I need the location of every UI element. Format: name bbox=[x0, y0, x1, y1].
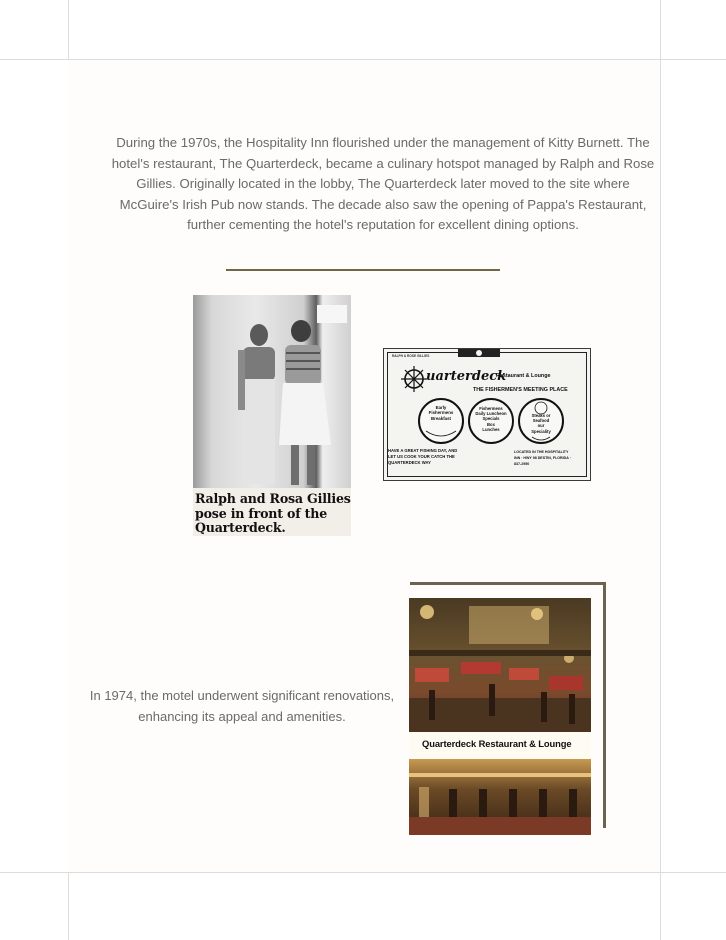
circle-mid-line: Daily Luncheon bbox=[475, 411, 507, 417]
page-guide-right bbox=[660, 0, 661, 940]
card-bottom-left-text: HAVE A GREAT FISHING DAY, AND LET US COOK YOUR CATCH THE QUARTERDECK WAY bbox=[388, 448, 458, 465]
card-circle-left bbox=[422, 405, 460, 421]
postcard-frame-top bbox=[410, 582, 606, 585]
gillies-photo bbox=[193, 295, 351, 488]
card-owner-line: RALPH & ROSE GILLIES bbox=[392, 354, 430, 358]
lounge-photo bbox=[409, 759, 591, 835]
circle-mid-line: Fishermens bbox=[479, 406, 503, 411]
circle-right-line: Steaks or bbox=[531, 413, 551, 418]
circle-right-line: our bbox=[537, 423, 545, 429]
intro-paragraph: During the 1970s, the Hospitality Inn flourished under the management of Kitty Burnett. The hotel's restaurant, The Quarterdeck, became a culinary hotspot managed by Ralph and Rose Gillies. Originally located in the lobby, The Quarterdeck later moved to the site where McGuire's Irish Pub now stands. The decade also saw the opening of Pappa's Restaurant, further cementing the hotel's reputation for excellent dining options. bbox=[111, 135, 655, 233]
newspaper-clipping bbox=[193, 295, 351, 536]
dining-room-photo bbox=[409, 598, 591, 732]
photo-caption: Ralph and Rosa Gillies pose in front of the Quarterdeck. bbox=[195, 491, 351, 536]
circle-left-line: Early bbox=[435, 405, 447, 410]
postcard-label: Quarterdeck Restaurant & Lounge bbox=[422, 738, 572, 749]
quarterdeck-postcard bbox=[409, 598, 591, 835]
circle-mid-line: Lunches bbox=[482, 426, 500, 432]
quarterdeck-business-card bbox=[383, 348, 591, 481]
circle-right-line: Speciality bbox=[531, 428, 551, 434]
renovation-paragraph: In 1974, the motel underwent significant renovations, enhancing its appeal and amenities. bbox=[89, 688, 395, 724]
circle-left-line: Breakfast bbox=[430, 415, 451, 421]
circle-mid-line: Specials bbox=[482, 416, 500, 422]
card-circle-right bbox=[522, 413, 560, 434]
card-circle-mid bbox=[470, 406, 512, 432]
circle-right-line: Seafood bbox=[532, 418, 550, 424]
card-logo-text: uarterdeck bbox=[426, 369, 507, 384]
postcard-frame-right bbox=[603, 582, 606, 828]
page-guide-bottom bbox=[0, 872, 726, 873]
circle-mid-line: Box bbox=[487, 421, 495, 427]
section-divider bbox=[226, 269, 500, 271]
card-bottom-right-text: LOCATED IN THE HOSPITALITY INN · HWY 98 DESTIN, FLORIDA · 837-2950 bbox=[514, 450, 571, 466]
card-subtitle: Restaurant & Lounge bbox=[496, 373, 551, 379]
circle-left-line: Fishermens bbox=[428, 410, 454, 416]
card-tagline: THE FISHERMEN'S MEETING PLACE bbox=[473, 387, 568, 393]
